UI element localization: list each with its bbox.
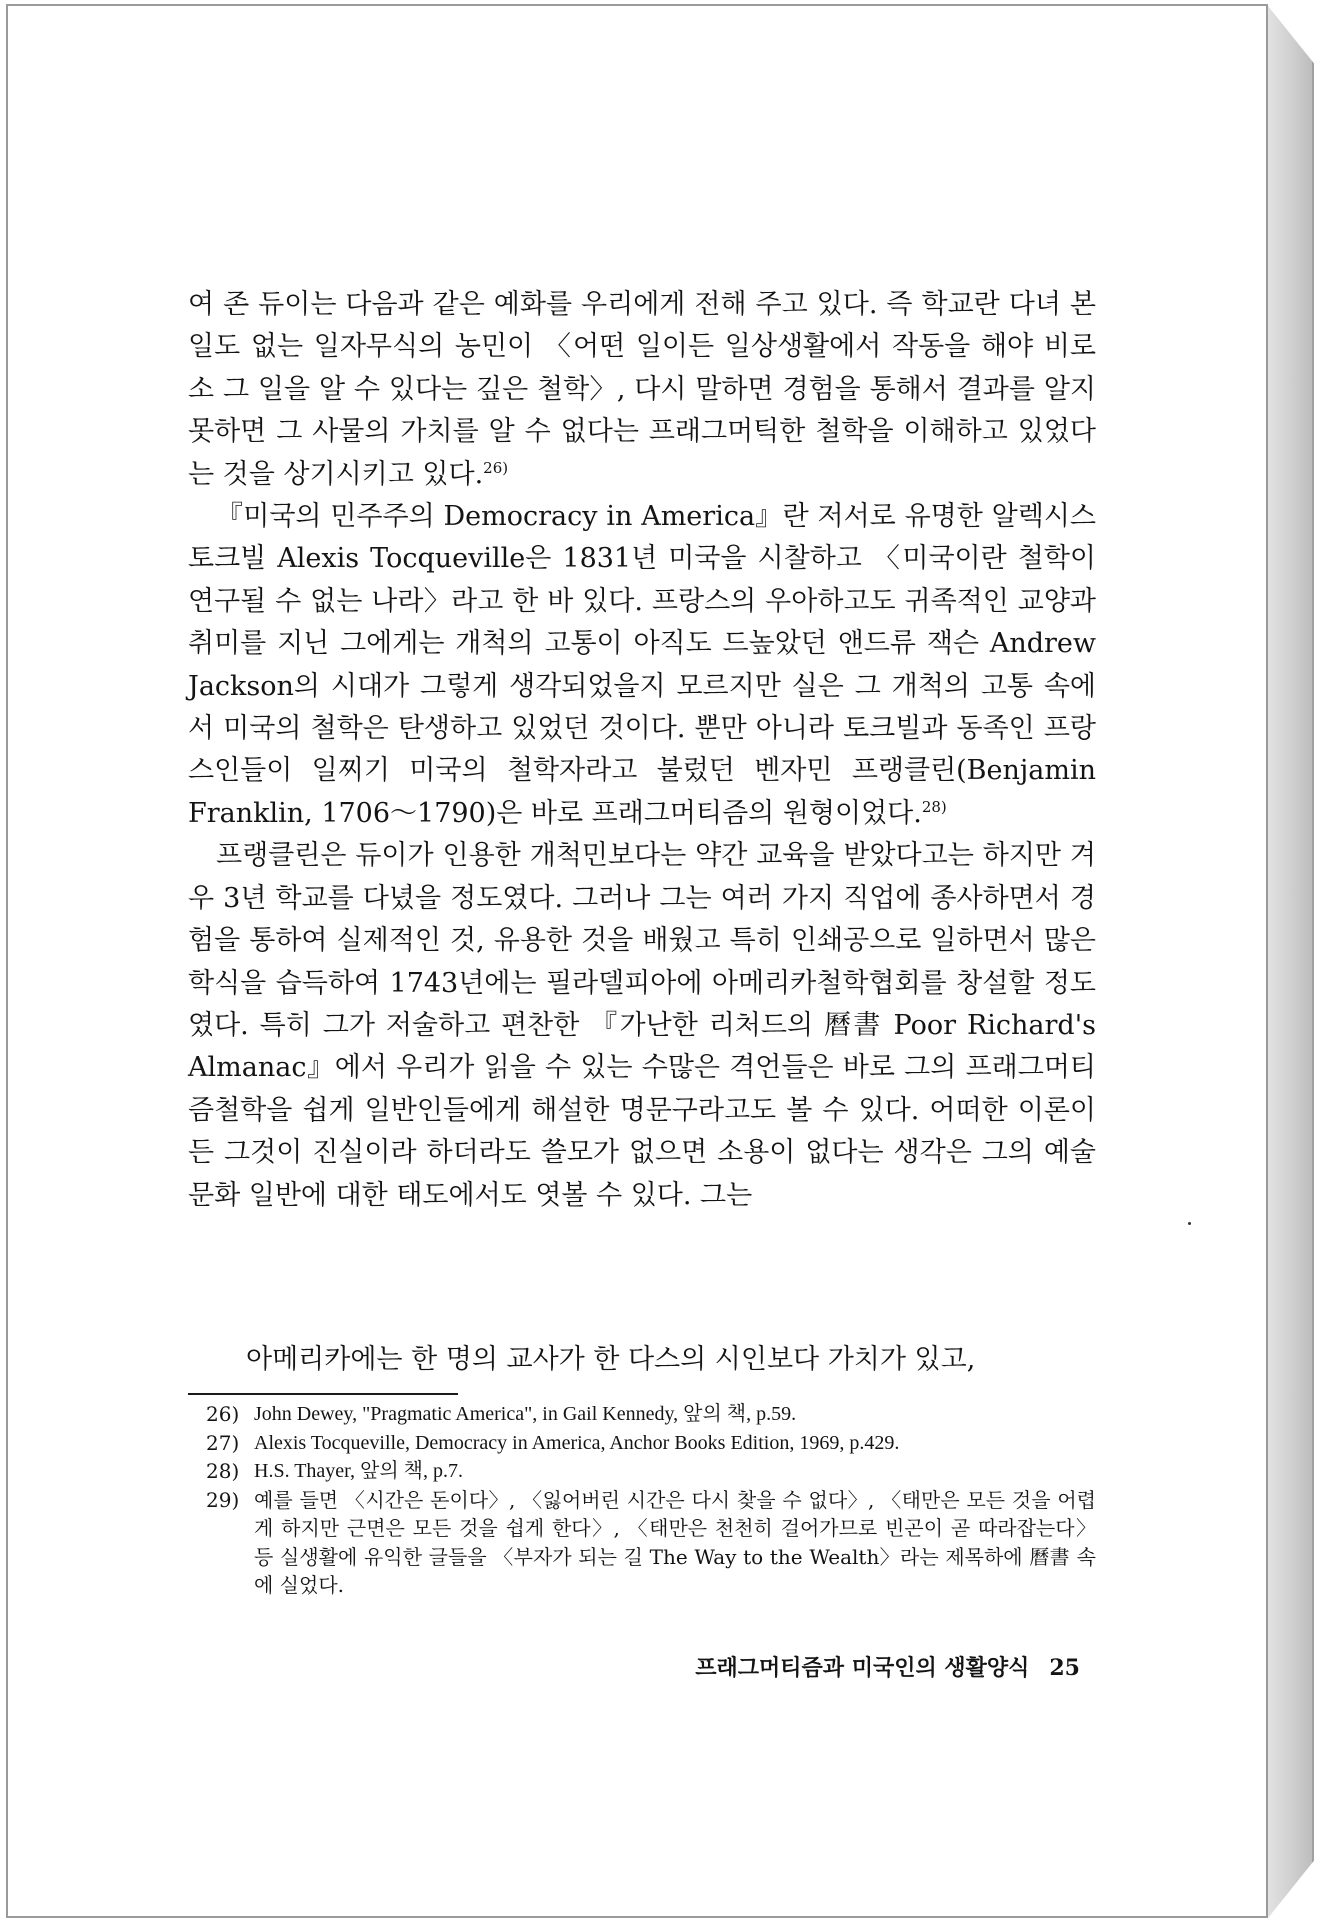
- paragraph-2-text: 『미국의 민주주의 Democracy in America』란 저서로 유명한 알렉시스 토크빌 Alexis Tocqueville은 1831년 미국을 시찰하고 〈미국이란 철학이 연구될 수 없는 나라〉라고 한 바 있다. 프랑스의 우아하고도 귀족적인 교양과 취미를 지닌 그에게는 개척의 고통이 아직도 드높았던 앤드류 잭슨 Andrew Jackson의 시대가 그렇게 생각되었을지 모르지만 실은 그 개척의 고통 속에서 미국의 철학은 탄생하고 있었던 것이다. 뿐만 아니라 토크빌과 동족인 프랑스인들이 일찌기 미국의 철학자라고 불렀던 벤자민 프랭클린(Benjamin Franklin, 1706～1790)은 바로 프래그머티즘의 원형이었다.: [188, 501, 1096, 829]
- page-edge: [1268, 6, 1314, 1918]
- footnote-26: [206, 1400, 1096, 1429]
- footnote-27: [206, 1429, 1096, 1458]
- footnote-28: [206, 1457, 1096, 1486]
- footnote-divider: [188, 1393, 458, 1395]
- paragraph-1: [188, 284, 1096, 496]
- paragraph-3: [188, 835, 1096, 1217]
- body-text: [188, 284, 1096, 1217]
- footnote-text: 예를 들면 〈시간은 돈이다〉, 〈잃어버린 시간은 다시 찾을 수 없다〉, 〈태만은 모든 것을 어렵게 하지만 근면은 모든 것을 쉽게 한다〉, 〈태만은 천천히 걸어가므로 빈곤이 곧 따라잡는다〉 등 실생활에 유익한 글들을 〈부자가 되는 길 The Way to the Wealth〉라는 제목하에 曆書 속에 실었다.: [254, 1487, 1096, 1597]
- footnote-ref-28: 28): [921, 797, 947, 816]
- footnote-number: 26): [206, 1402, 240, 1426]
- footnote-ref-26: 26): [483, 458, 509, 477]
- running-title: 프래그머티즘과 미국인의 생활양식: [695, 1655, 1030, 1681]
- footnote-number: 28): [206, 1459, 240, 1483]
- footnote-number: 27): [206, 1430, 240, 1455]
- speck: [1188, 1222, 1191, 1225]
- paragraph-3-text: 프랭클린은 듀이가 인용한 개척민보다는 약간 교육을 받았다고는 하지만 겨우 3년 학교를 다녔을 정도였다. 그러나 그는 여러 가지 직업에 종사하면서 경험을 통하여 실제적인 것, 유용한 것을 배웠고 특히 인쇄공으로 일하면서 많은 학식을 습득하여 1743년에는 필라델피아에 아메리카철학협회를 창설할 정도였다. 특히 그가 저술하고 편찬한 『가난한 리처드의 曆書 Poor Richard's Almanac』에서 우리가 읽을 수 있는 수많은 격언들은 바로 그의 프래그머티즘철학을 쉽게 일반인들에게 해설한 명문구라고도 볼 수 있다. 어떠한 이론이든 그것이 진실이라 하더라도 쓸모가 없으면 소용이 없다는 생각은 그의 예술문화 일반에 대한 태도에서도 엿볼 수 있다. 그는: [188, 840, 1096, 1211]
- page-footer: [620, 1653, 1080, 1683]
- footnote-29: [206, 1486, 1096, 1600]
- block-quote: 아메리카에는 한 명의 교사가 한 다스의 시인보다 가치가 있고,: [246, 1344, 976, 1375]
- page-number: 25: [1049, 1655, 1080, 1681]
- paragraph-1-text: 여 존 듀이는 다음과 같은 예화를 우리에게 전해 주고 있다. 즉 학교란 다녀 본 일도 없는 일자무식의 농민이 〈어떤 일이든 일상생활에서 작동을 해야 비로소 그 일을 알 수 있다는 깊은 철학〉, 다시 말하면 경험을 통해서 결과를 알지 못하면 그 사물의 가치를 알 수 없다는 프래그머틱한 철학을 이해하고 있었다는 것을 상기시키고 있다.: [188, 289, 1096, 490]
- footnote-text: John Dewey, "Pragmatic America", in Gail Kennedy, 앞의 책, p.59.: [254, 1403, 797, 1425]
- footnote-text: H.S. Thayer, 앞의 책, p.7.: [254, 1460, 463, 1482]
- paragraph-2: [188, 496, 1096, 835]
- footnote-text: Alexis Tocqueville, Democracy in America, Anchor Books Edition, 1969, p.429.: [254, 1431, 900, 1454]
- footnote-number: 29): [206, 1487, 240, 1512]
- footnotes: [206, 1400, 1096, 1600]
